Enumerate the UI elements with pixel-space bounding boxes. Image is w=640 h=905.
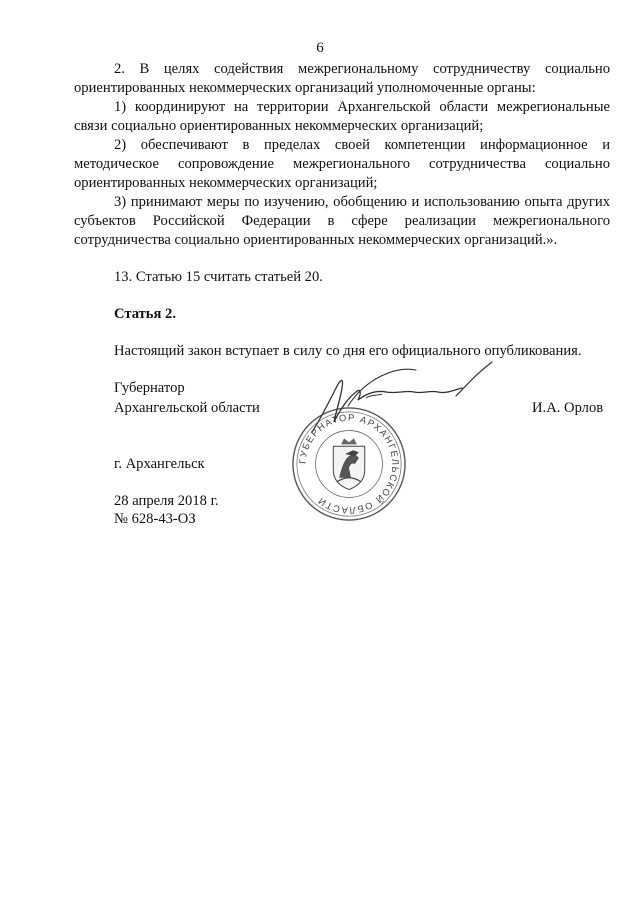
handwritten-signature — [306, 358, 506, 438]
seal-ring-text: ГУБЕРНАТОР АРХАНГЕЛЬСКОЙ ОБЛАСТИ — [297, 412, 401, 516]
paragraph-2-item-2: 2) обеспечивают в пределах своей компетенции информационное и методическое сопровождение межрегионального сотрудничества социально ориентированных некоммерческих организаций; — [74, 137, 610, 191]
paragraph-2-item-1: 1) координируют на территории Архангельской области межрегиональные связи социально ориентированных некоммерческих организаций; — [74, 99, 610, 134]
paragraph-13: 13. Статью 15 считать статьей 20. — [114, 269, 323, 285]
city: г. Архангельск — [114, 456, 205, 472]
law-number: № 628-43-ОЗ — [114, 511, 196, 527]
signer-position-line1: Губернатор — [114, 380, 185, 396]
signing-date: 28 апреля 2018 г. — [114, 493, 219, 509]
signer-position-line2: Архангельской области — [114, 400, 260, 416]
date-block — [114, 492, 219, 528]
article-heading: Статья 2. — [114, 306, 176, 322]
page-number: 6 — [316, 40, 324, 56]
article-text: Настоящий закон вступает в силу со дня его официального опубликования. — [114, 343, 582, 359]
paragraph-2-item-3: 3) принимают меры по изучению, обобщению и использованию опыта других субъектов Российской Федерации в сфере реализации межрегионального сотрудничества социально ориентированных некоммерческих организаций.». — [74, 194, 610, 248]
paragraph-2: 2. В целях содействия межрегиональному сотрудничеству социально ориентированных некоммерческих организаций уполномоченные органы: — [74, 61, 610, 96]
document-body — [74, 60, 610, 361]
coat-of-arms-icon — [333, 438, 364, 489]
signature-position — [114, 378, 260, 418]
signer-name: И.А. Орлов — [532, 400, 604, 416]
